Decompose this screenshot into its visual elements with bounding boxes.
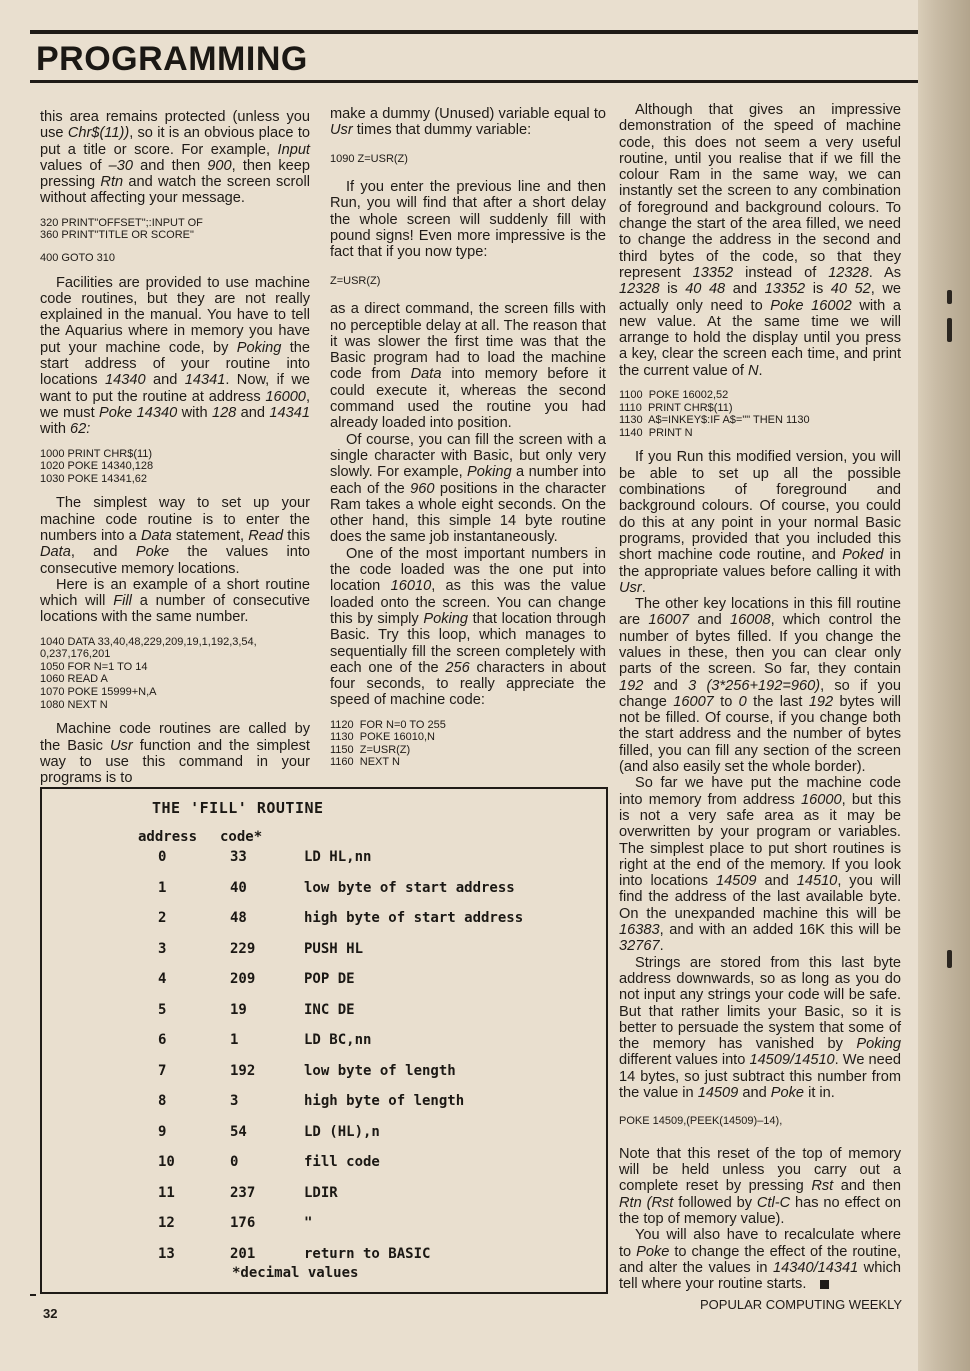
italic-term: 16383 bbox=[619, 922, 660, 939]
italic-term: 16007 bbox=[648, 612, 690, 629]
address-cell: 3 bbox=[158, 940, 167, 957]
paragraph: So far we have put the machine code into memory from address 16000, but this is not a very safe area as it may be overwritten by your program or variables. The simplest place to put short routines is right at the end of the memory. If you look into locations 14509 and 14510, you will find the address of the last available byte. On the unexpanded machine this will be 16383, and with an added 16K this will be 32767. bbox=[619, 775, 901, 955]
italic-term: Data bbox=[40, 544, 71, 561]
address-cell: 7 bbox=[158, 1062, 167, 1079]
italic-term: 14341 bbox=[184, 372, 226, 389]
mnemonic-cell: high byte of length bbox=[304, 1093, 465, 1109]
mnemonic-cell: return to BASIC bbox=[304, 1245, 431, 1262]
italic-term: 16000 bbox=[801, 791, 842, 808]
code-listing bbox=[40, 252, 310, 265]
code-line: 400 GOTO 310 bbox=[40, 251, 116, 264]
table-row bbox=[42, 971, 606, 1001]
address-cell: 1 bbox=[158, 879, 167, 896]
italic-term: 192 bbox=[808, 693, 834, 710]
italic-term: 14341 bbox=[269, 404, 310, 421]
code-cell: 176 bbox=[230, 1215, 256, 1231]
address-cell: 8 bbox=[158, 1093, 167, 1109]
mnemonic-cell: LD (HL),n bbox=[304, 1123, 380, 1140]
footer-rule bbox=[30, 1294, 36, 1296]
code-cell: 0 bbox=[230, 1154, 239, 1170]
italic-term: N bbox=[748, 362, 759, 379]
italic-term: Read bbox=[248, 527, 284, 544]
italic-term: 13352 bbox=[692, 264, 734, 281]
table-row bbox=[42, 1063, 606, 1093]
end-of-article-mark bbox=[820, 1280, 829, 1289]
fill-routine-table bbox=[40, 787, 608, 1294]
italic-term: Usr bbox=[109, 737, 133, 754]
table-row bbox=[42, 1002, 606, 1032]
italic-term: Fill bbox=[113, 593, 132, 610]
italic-term: 3 (3*256+192=960) bbox=[688, 677, 821, 694]
code-cell: 48 bbox=[230, 910, 247, 926]
code-listing bbox=[330, 719, 606, 769]
italic-term: Rst bbox=[811, 1178, 834, 1195]
page-number: 32 bbox=[43, 1306, 58, 1321]
italic-term: 32767 bbox=[619, 938, 660, 955]
code-cell: 209 bbox=[230, 971, 256, 987]
paragraph: Machine code routines are called by the Basic Usr function and the simplest way to use this command in your programs is to bbox=[40, 721, 310, 787]
mnemonic-cell: high byte of start address bbox=[304, 910, 524, 926]
italic-term: Ctl-C bbox=[756, 1194, 791, 1211]
table-row bbox=[42, 1093, 606, 1123]
code-line: 1050 FOR N=1 TO 14 bbox=[40, 660, 148, 673]
italic-term: 14509/14510 bbox=[749, 1052, 835, 1069]
code-line: 1110 PRINT CHR$(11) bbox=[619, 401, 733, 414]
code-line: 320 PRINT"OFFSET";:INPUT OF bbox=[40, 216, 203, 229]
italic-term: 128 bbox=[211, 404, 237, 421]
address-cell: 4 bbox=[158, 971, 167, 987]
code-line: Z=USR(Z) bbox=[330, 274, 381, 287]
code-line: 1140 PRINT N bbox=[619, 426, 693, 439]
address-cell: 2 bbox=[158, 910, 167, 926]
paragraph: Note that this reset of the top of memory will be held unless you carry out a complete reset by pressing Rst and then Rtn (Rst followed by Ctl-C has no effect on the top of memory value). bbox=[619, 1145, 901, 1228]
paragraph: The other key locations in this fill routine are 16007 and 16008, which control the number of bytes filled. If you change the values in these, then you can clear only parts of the screen. So far, they contain 192 and 3 (3*256+192=960), so if you change 16007 to 0 the last 192 bytes will not be filled. Of course, if you change both the start address and the number of bytes filled, you can fill any section of the screen (and also easily set the whole border). bbox=[619, 596, 901, 776]
table-row bbox=[42, 1215, 606, 1245]
code-line: 1090 Z=USR(Z) bbox=[330, 152, 408, 165]
column-header-address: address bbox=[138, 829, 198, 845]
address-cell: 12 bbox=[158, 1215, 175, 1231]
code-listing bbox=[40, 217, 310, 242]
mnemonic-cell: INC DE bbox=[304, 1001, 355, 1018]
code-cell: 192 bbox=[230, 1062, 256, 1079]
italic-term: 14509 bbox=[715, 873, 757, 890]
italic-term: 16008 bbox=[730, 612, 771, 629]
paragraph: If you enter the previous line and then Run, you will find that after a short delay the whole screen will suddenly fill with pound signs! Even more impressive is the fact that if you now type: bbox=[330, 179, 606, 261]
paragraph: You will also have to recalculate where to Poke to change the effect of the routine, and alter the values in 14340/14341 which tell where your routine starts. bbox=[619, 1227, 901, 1293]
article-column-3 bbox=[619, 102, 901, 1293]
code-line: 1130 POKE 16010,N bbox=[330, 731, 435, 744]
italic-term: Poking bbox=[236, 339, 282, 356]
section-title: PROGRAMMING bbox=[36, 40, 308, 78]
header-top-rule bbox=[30, 30, 918, 34]
code-line: 360 PRINT"TITLE OR SCORE" bbox=[40, 229, 194, 242]
paragraph: Of course, you can fill the screen with a single character with Basic, but only very slowly. For example, Poking a number into each of the 960 positions in the character Ram takes a whole eight seconds. On the other hand, this simple 14 byte routine does the same job instantaneously. bbox=[330, 431, 606, 546]
code-cell: 54 bbox=[230, 1123, 247, 1140]
italic-term: Poked bbox=[842, 547, 884, 564]
italic-term: Poke bbox=[135, 544, 170, 561]
code-line: 1130 A$=INKEY$:IF A$="" THEN 1130 bbox=[619, 414, 810, 427]
paragraph: The simplest way to set up your machine code routine is to enter the numbers into a Data statement, Read this Data, and Poke the values into consecutive memory locations. bbox=[40, 495, 311, 577]
italic-term: 256 bbox=[445, 659, 470, 676]
publication-name: POPULAR COMPUTING WEEKLY bbox=[700, 1297, 903, 1312]
table-row bbox=[42, 849, 606, 879]
code-line: 0,237,176,201 bbox=[40, 648, 111, 661]
code-cell: 19 bbox=[230, 1001, 247, 1018]
mnemonic-cell: low byte of length bbox=[304, 1062, 456, 1079]
paragraph: One of the most important numbers in the code loaded was the one put into location 16010, as this was the value loaded onto the screen. You can change this by simply Poking that location through Basic. Try this loop, which manages to sequentially fill the screen completely with each one of the 256 characters in about four seconds, to really appreciate the speed of machine code: bbox=[330, 545, 606, 709]
header-rule bbox=[30, 80, 918, 83]
page-header bbox=[28, 0, 918, 90]
mnemonic-cell: LDIR bbox=[304, 1184, 338, 1201]
edge-mark bbox=[947, 290, 952, 304]
table-row bbox=[42, 1032, 606, 1062]
italic-term: Poke bbox=[770, 1085, 805, 1101]
mnemonic-cell: fill code bbox=[304, 1154, 380, 1170]
code-listing bbox=[40, 636, 310, 712]
italic-term: Rtn bbox=[619, 1194, 642, 1211]
italic-term: Input bbox=[277, 141, 310, 158]
code-listing bbox=[619, 1115, 901, 1128]
table-row bbox=[42, 880, 606, 910]
column-header-code: code* bbox=[220, 829, 263, 845]
mnemonic-cell: " bbox=[304, 1215, 313, 1231]
code-cell: 3 bbox=[230, 1093, 239, 1109]
italic-term: 14510 bbox=[796, 873, 838, 890]
code-line: 1080 NEXT N bbox=[40, 698, 108, 711]
code-cell: 40 bbox=[230, 879, 247, 896]
italic-term: 16000 bbox=[265, 388, 306, 405]
italic-term: 14340 bbox=[105, 372, 146, 389]
code-line: 1160 NEXT N bbox=[330, 756, 400, 769]
italic-term: Usr bbox=[330, 122, 353, 139]
code-cell: 201 bbox=[230, 1245, 256, 1262]
address-cell: 6 bbox=[158, 1032, 167, 1048]
mnemonic-cell: LD HL,nn bbox=[304, 849, 372, 865]
code-line: 1020 POKE 14340,128 bbox=[40, 460, 154, 473]
code-line: 1060 READ A bbox=[40, 673, 108, 686]
paragraph: Although that gives an impressive demonstration of the speed of machine code, this does not seem a very useful routine, until you realise that if we fill the colour Ram in the same way, we can instantly set the screen to any combination of foreground and background colours. To change the start of the area filled, we need to change the address in the second and third bytes of the code, so that they represent 13352 instead of 12328. As 12328 is 40 48 and 13352 is 40 52, we actually only need to Poke 16002 with a new value. At the same time we will arrange to hold the display until you press a key, clear the screen each time, and print the current value of N. bbox=[619, 102, 902, 379]
code-listing bbox=[40, 448, 310, 486]
table-title: THE 'FILL' ROUTINE bbox=[152, 799, 324, 817]
address-cell: 0 bbox=[158, 849, 167, 865]
italic-term: Data bbox=[140, 527, 172, 544]
page-edge-shadow bbox=[918, 0, 970, 1371]
code-cell: 1 bbox=[230, 1032, 239, 1048]
table-row bbox=[42, 1154, 606, 1184]
paragraph: as a direct command, the screen fills with no perceptible delay at all. The reason that it was slower the first time was that the Basic program had to load the machine code from Data into memory before it could execute it, whereas the second command used the routine you had already loaded into position. bbox=[330, 301, 606, 432]
italic-term: (Rst bbox=[646, 1194, 674, 1211]
code-listing bbox=[330, 275, 606, 288]
italic-term: –30 bbox=[108, 157, 134, 174]
italic-term: 16010 bbox=[390, 578, 432, 595]
mnemonic-cell: POP DE bbox=[304, 971, 355, 987]
paragraph: Strings are stored from this last byte address downwards, so as long as you do not input any strings your code will be safe. But that rather limits your Basic, so it is better to persuade the system that some of the memory has vanished by Poking different values into 14509/14510. We need 14 bytes, so just subtract this number from the value in 14509 and Poke it in. bbox=[619, 954, 901, 1101]
address-cell: 9 bbox=[158, 1123, 167, 1140]
code-listing bbox=[330, 153, 606, 166]
table-row bbox=[42, 941, 606, 971]
italic-term: 16007 bbox=[673, 693, 714, 710]
address-cell: 5 bbox=[158, 1001, 167, 1018]
paragraph: Here is an example of a short routine which will Fill a number of consecutive locations with the same number. bbox=[40, 576, 310, 626]
code-line: 1030 POKE 14341,62 bbox=[40, 472, 148, 485]
code-cell: 229 bbox=[230, 940, 256, 957]
italic-term: Poking bbox=[856, 1036, 901, 1053]
table-row bbox=[42, 910, 606, 940]
table-row bbox=[42, 1185, 606, 1215]
article-column-1 bbox=[40, 109, 310, 786]
code-line: 1150 Z=USR(Z) bbox=[330, 743, 411, 756]
article-column-2 bbox=[330, 106, 606, 779]
italic-term: Poke 16002 bbox=[770, 297, 852, 314]
italic-term: 12328 bbox=[828, 264, 869, 281]
italic-term: 40 52 bbox=[830, 281, 871, 298]
paragraph: this area remains protected (unless you use Chr$(11)), so it is an obvious place to put a title or score. For example, Input values of –30 and then 900, then keep pressing Rtn and watch the screen scroll without affecting your message. bbox=[40, 109, 311, 207]
edge-mark bbox=[947, 318, 952, 342]
italic-term: 40 48 bbox=[685, 281, 726, 298]
paragraph: Facilities are provided to use machine code routines, but they are not really explained in the manual. You have to tell the Aquarius where in memory you have put your machine code, by Poking the start address of your routine into locations 14340 and 14341. Now, if we want to put the routine at address 16000, we must Poke 14340 with 128 and 14341 with 62: bbox=[40, 274, 311, 438]
italic-term: Poke 14340 bbox=[99, 404, 178, 421]
paragraph: make a dummy (Unused) variable equal to Usr times that dummy variable: bbox=[330, 106, 606, 139]
edge-mark bbox=[947, 950, 952, 968]
code-cell: 33 bbox=[230, 849, 247, 865]
italic-term: 62: bbox=[70, 421, 91, 438]
italic-term: Poke bbox=[636, 1243, 670, 1260]
italic-term: 14509 bbox=[697, 1085, 739, 1101]
italic-term: Poking bbox=[467, 464, 512, 481]
paragraph: If you Run this modified version, you will be able to set up all the possible combinations of foreground and background colours. Of course, you could do this at any point in your normal Basic programs, provided that you included this short machine code routine, and Poked in the appropriate values before calling it with Usr. bbox=[619, 449, 901, 596]
italic-term: Data bbox=[410, 366, 442, 383]
mnemonic-cell: PUSH HL bbox=[304, 940, 364, 957]
table-row bbox=[42, 1124, 606, 1154]
italic-term: 900 bbox=[207, 157, 232, 174]
italic-term: 0 bbox=[738, 693, 747, 710]
code-line: 1100 POKE 16002,52 bbox=[619, 389, 729, 402]
code-line: POKE 14509,(PEEK(14509)–14), bbox=[619, 1115, 783, 1128]
address-cell: 13 bbox=[158, 1245, 175, 1262]
italic-term: Usr bbox=[619, 579, 642, 596]
code-line: 1040 DATA 33,40,48,229,209,19,1,192,3,54, bbox=[40, 635, 257, 648]
address-cell: 10 bbox=[158, 1154, 175, 1170]
italic-term: Rtn bbox=[100, 174, 124, 191]
italic-term: Poking bbox=[423, 610, 468, 627]
code-line: 1000 PRINT CHR$(11) bbox=[40, 447, 153, 460]
mnemonic-cell: low byte of start address bbox=[304, 879, 515, 896]
address-cell: 11 bbox=[158, 1184, 175, 1201]
code-line: 1070 POKE 15999+N,A bbox=[40, 686, 157, 699]
italic-term: Chr$(11)) bbox=[67, 125, 130, 142]
mnemonic-cell: LD BC,nn bbox=[304, 1032, 372, 1048]
italic-term: 192 bbox=[619, 677, 644, 694]
italic-term: 13352 bbox=[764, 281, 806, 298]
italic-term: 14340/14341 bbox=[772, 1259, 859, 1276]
italic-term: 960 bbox=[410, 480, 435, 497]
code-listing bbox=[619, 389, 901, 439]
code-cell: 237 bbox=[230, 1184, 256, 1201]
italic-term: 12328 bbox=[619, 281, 660, 298]
code-line: 1120 FOR N=0 TO 255 bbox=[330, 718, 446, 731]
table-footnote: *decimal values bbox=[232, 1265, 359, 1281]
